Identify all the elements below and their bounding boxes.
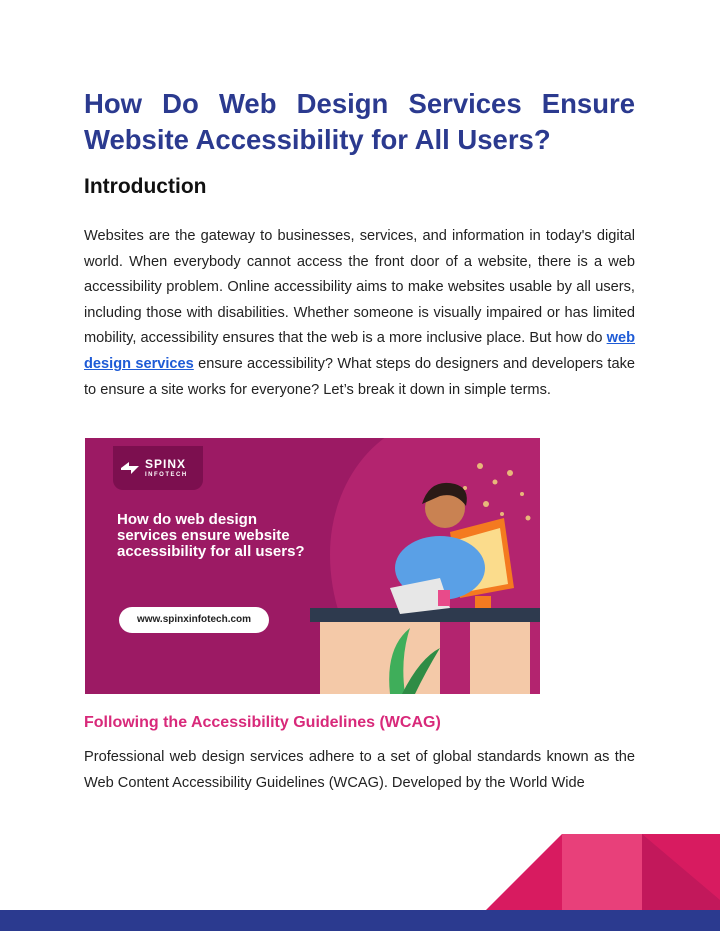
intro-text-before: Websites are the gateway to businesses, services, and information in today's digital world. When everybody cannot access the front door of a website, there is a web accessibility problem. Online accessibility aims to make websites usable by all users, including those with disabilities. Whether someone is visually impaired or has limited mobility, accessibility ensures that the web is a more inclusive place. But how do bbox=[84, 228, 635, 347]
section-paragraph: Professional web design services adhere to a set of global standards known as the Web Content Accessibility Guidelines (WCAG). Developed by the World Wide bbox=[84, 749, 635, 791]
section-heading-wcag: Following the Accessibility Guidelines (WCAG) bbox=[84, 714, 441, 731]
desk-leg bbox=[470, 622, 530, 694]
intro-paragraph bbox=[84, 224, 635, 403]
cup bbox=[438, 590, 450, 606]
spinx-logo-icon bbox=[119, 460, 141, 476]
banner-url: www.spinxinfotech.com bbox=[119, 607, 269, 633]
web-design-services-link[interactable]: web design services bbox=[84, 330, 635, 372]
logo-line1: SPINX bbox=[145, 457, 187, 471]
logo-line2: INFOTECH bbox=[145, 472, 188, 478]
desk-drawer bbox=[320, 622, 440, 694]
intro-heading: Introduction bbox=[84, 175, 207, 198]
page-title-line1: How Do Web Design Services Ensure bbox=[84, 88, 635, 119]
designer-illustration bbox=[290, 448, 540, 694]
article-banner-image bbox=[85, 438, 540, 694]
intro-text-after: ensure accessibility? What steps do designers and developers take to ensure a site works for everyone? Let’s break it down in simple terms. bbox=[84, 355, 635, 398]
page-title-line2: Website Accessibility for All Users? bbox=[84, 124, 551, 155]
banner-headline: How do web design services ensure website accessibility for all users? bbox=[117, 511, 305, 560]
confetti-dots bbox=[463, 463, 531, 521]
page-title bbox=[84, 86, 635, 158]
footer-bar bbox=[0, 910, 720, 931]
spinx-logo bbox=[113, 446, 203, 490]
article bbox=[84, 86, 635, 403]
